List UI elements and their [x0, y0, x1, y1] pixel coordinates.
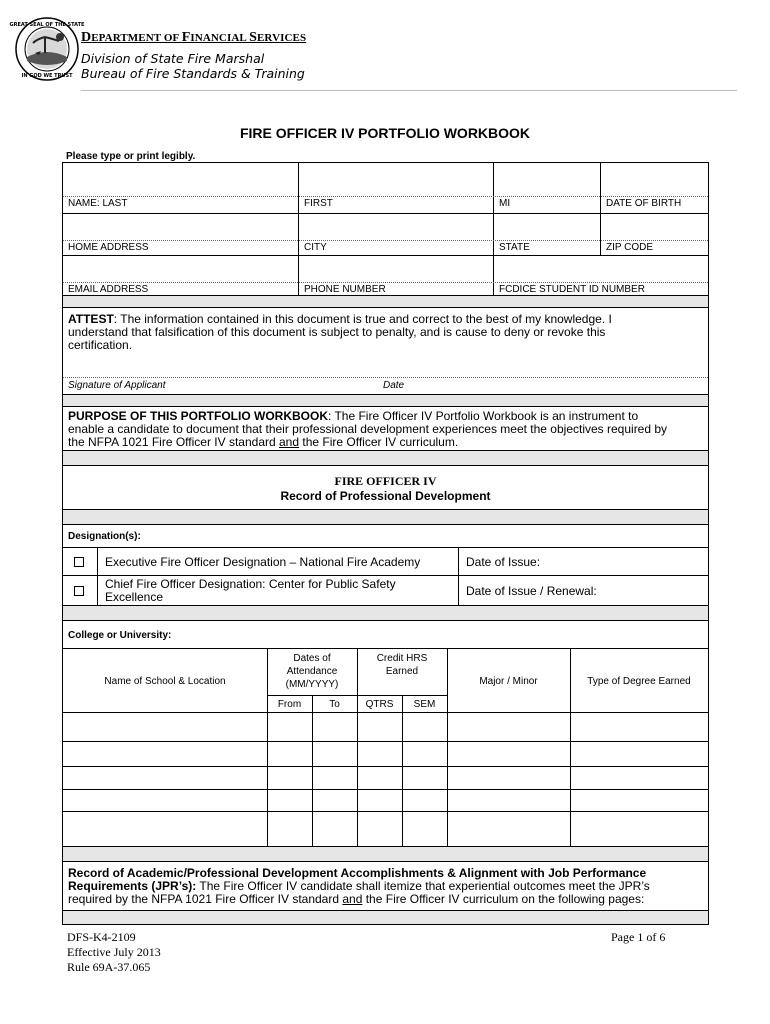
form-number: DFS-K4-2109	[67, 930, 136, 944]
department-name: DEPARTMENT OF FINANCIAL SERVICES	[81, 30, 307, 45]
zip-code-label: ZIP CODE	[606, 242, 654, 253]
spacer-row	[63, 509, 708, 524]
attest-text: ATTEST: The information contained in this document is true and correct to the best of my knowledge. I understand that falsification of this document is subject to penalty, and is cause to deny or revoke this certification.	[68, 312, 612, 352]
spacer-row	[63, 394, 708, 406]
designations-label: Designation(s):	[68, 531, 141, 542]
college-entry-row[interactable]	[63, 811, 708, 846]
record-title-line2: Record of Professional Development	[280, 489, 491, 503]
spacer-row	[63, 910, 708, 924]
spacer-row	[63, 846, 708, 861]
address-row	[63, 213, 708, 255]
division-name: Division of State Fire Marshal	[81, 51, 265, 66]
designations-label-row	[63, 524, 708, 547]
college-entry-row[interactable]	[63, 741, 708, 766]
contact-input-row[interactable]	[63, 256, 708, 283]
cfo-checkbox[interactable]	[74, 586, 84, 596]
college-entry-row[interactable]	[63, 766, 708, 789]
city-label: CITY	[304, 242, 327, 253]
dates-column-header: Dates of Attendance (MM/YYYY)	[285, 653, 339, 690]
header-divider	[81, 90, 737, 91]
first-name-label: FIRST	[304, 198, 333, 209]
spacer-row	[63, 295, 708, 307]
name-row	[63, 163, 708, 213]
phone-number-label: PHONE NUMBER	[304, 284, 386, 295]
date-of-birth-label: DATE OF BIRTH	[606, 198, 682, 209]
email-address-label: EMAIL ADDRESS	[68, 284, 149, 295]
signature-line[interactable]	[63, 377, 708, 378]
to-column-header: To	[329, 699, 340, 710]
qtrs-column-header: QTRS	[365, 699, 394, 710]
date-label: Date	[383, 380, 405, 391]
purpose-section	[63, 406, 708, 450]
college-entry-row[interactable]	[63, 789, 708, 811]
document-title: FIRE OFFICER IV PORTFOLIO WORKBOOK	[239, 125, 531, 141]
degree-column-header: Type of Degree Earned	[587, 676, 691, 687]
page-number: Page 1 of 6	[611, 930, 666, 944]
attest-purpose-table	[62, 307, 709, 466]
purpose-heading: PURPOSE OF THIS PORTFOLIO WORKBOOK	[68, 409, 329, 423]
sem-column-header: SEM	[413, 699, 436, 710]
instruction-text: Please type or print legibly.	[66, 151, 196, 162]
accomplishments-table	[62, 861, 709, 925]
rule-number: Rule 69A-37.065	[67, 960, 151, 974]
form-info	[67, 930, 161, 975]
spacer-row	[63, 605, 708, 620]
effective-date: Effective July 2013	[67, 945, 161, 959]
bureau-name: Bureau of Fire Standards & Training	[81, 66, 305, 81]
record-title	[63, 466, 708, 509]
record-title-line1: FIRE OFFICER IV	[334, 474, 437, 488]
designation-row-cfo	[63, 575, 708, 605]
cfo-date-of-issue-label: Date of Issue / Renewal:	[466, 584, 597, 598]
cfo-designation-text: Chief Fire Officer Designation: Center for Public Safety Excellence	[105, 577, 396, 604]
college-label: College or University:	[68, 630, 172, 641]
home-address-label: HOME ADDRESS	[68, 242, 149, 253]
contact-row	[63, 255, 708, 295]
florida-seal-logo	[9, 17, 85, 81]
middle-initial-label: MI	[499, 198, 511, 209]
college-entry-row[interactable]	[63, 712, 708, 741]
record-table	[62, 465, 709, 862]
attest-section	[63, 308, 708, 394]
college-label-row	[63, 620, 708, 648]
accomplishments-text: Record of Academic/Professional Development Accomplishments & Alignment with Job Performance Requirements (JPR’s): The Fire Officer IV candidate shall itemize that experiential outcomes meet the JPR’s required by the NFPA 1021 Fire Officer IV standard and the Fire Officer IV curriculum on the following pages:	[68, 866, 650, 906]
svg-text:IN GOD WE TRUST: IN GOD WE TRUST	[21, 73, 73, 79]
address-input-row[interactable]	[63, 214, 708, 241]
purpose-text: PURPOSE OF THIS PORTFOLIO WORKBOOK: The Fire Officer IV Portfolio Workbook is an instrument to enable a candidate to document that their professional development experiences meet the objectives required by the NFPA 1021 Fire Officer IV standard and the Fire Officer IV curriculum.	[68, 409, 668, 449]
signature-label: Signature of Applicant	[68, 380, 166, 391]
spacer-row	[63, 450, 708, 465]
efo-designation-text: Executive Fire Officer Designation – National Fire Academy	[105, 555, 421, 569]
name-input-row[interactable]	[63, 163, 708, 197]
from-column-header: From	[277, 699, 302, 710]
svg-text:GREAT SEAL OF THE STATE: GREAT SEAL OF THE STATE	[9, 22, 85, 28]
state-label: STATE	[499, 242, 530, 253]
personal-info-table	[62, 162, 709, 308]
efo-checkbox[interactable]	[74, 557, 84, 567]
major-column-header: Major / Minor	[479, 676, 538, 687]
credit-column-header: Credit HRS Earned	[376, 653, 428, 677]
student-id-label: FCDICE STUDENT ID NUMBER	[499, 284, 645, 295]
designation-row-efo	[63, 547, 708, 575]
efo-date-of-issue-label: Date of Issue:	[466, 555, 541, 569]
college-header	[63, 648, 708, 712]
attest-heading: ATTEST	[68, 312, 114, 326]
last-name-label: NAME: LAST	[68, 198, 128, 209]
school-column-header: Name of School & Location	[104, 676, 226, 687]
